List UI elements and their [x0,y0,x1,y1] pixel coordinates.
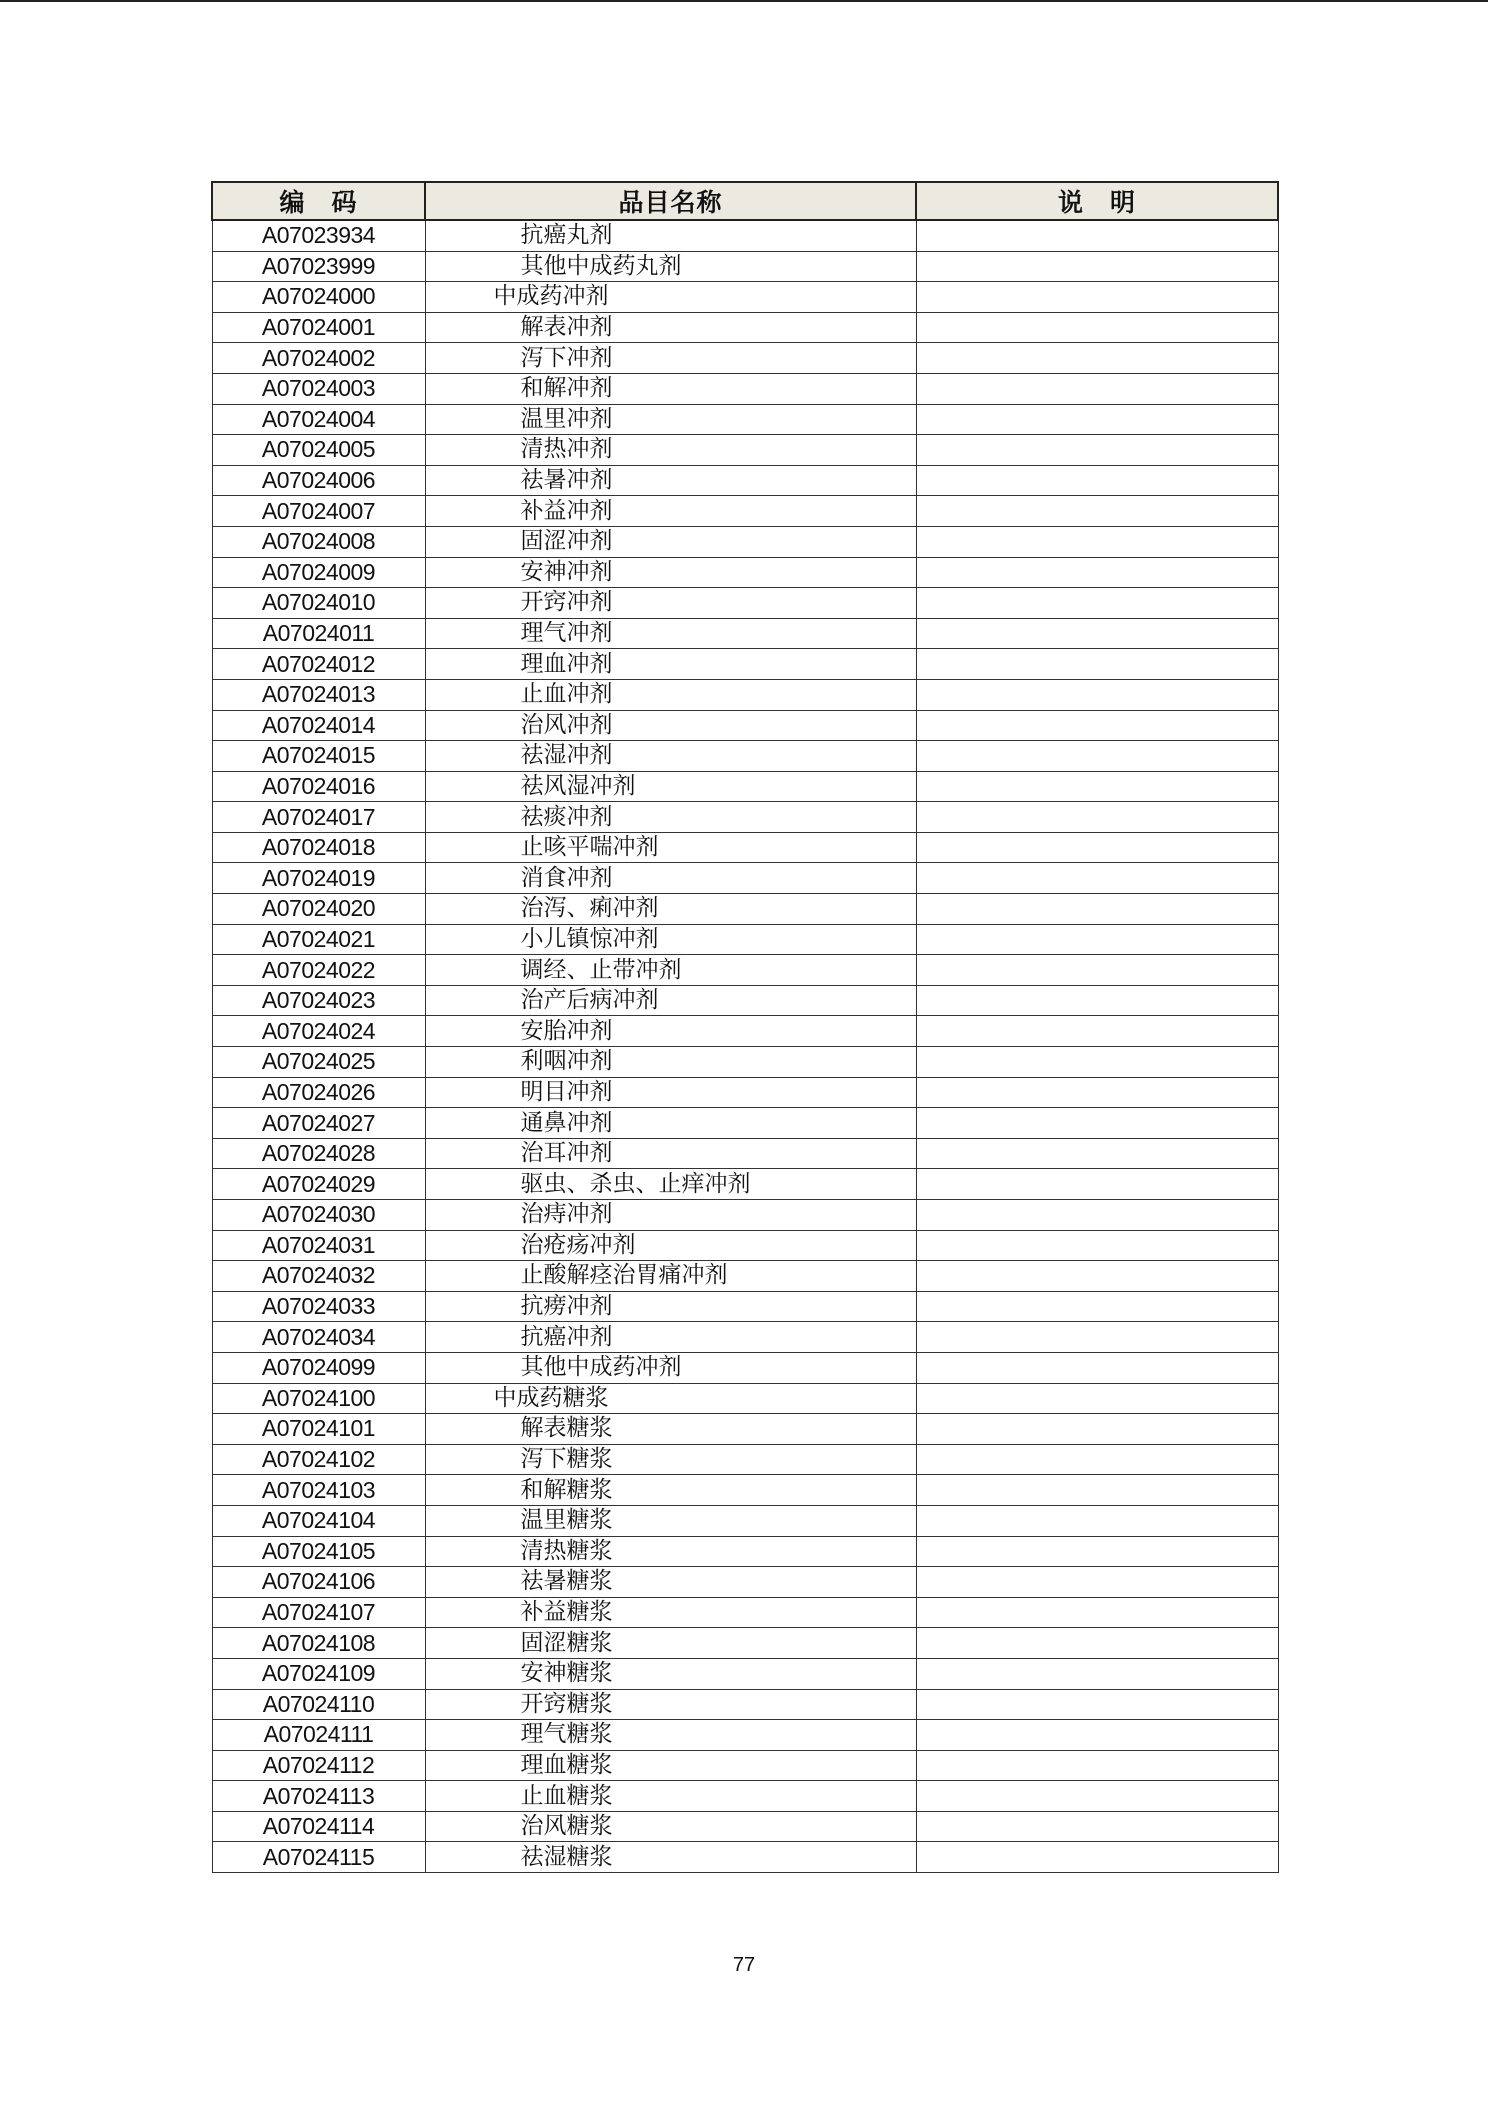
item-name-cell: 抗癌丸剂 [425,220,916,251]
item-name-cell: 解表冲剂 [425,312,916,343]
item-code-cell: A07024115 [212,1842,425,1873]
item-note-cell [916,1047,1278,1078]
item-name-cell: 治耳冲剂 [425,1138,916,1169]
table-row [212,1352,1278,1383]
item-name-cell: 开窍冲剂 [425,588,916,619]
item-note-cell [916,373,1278,404]
item-note-cell [916,1016,1278,1047]
item-code-cell: A07023999 [212,251,425,282]
item-name-cell: 治疮疡冲剂 [425,1230,916,1261]
item-code-cell: A07024007 [212,496,425,527]
item-name-cell: 利咽冲剂 [425,1047,916,1078]
item-note-cell [916,741,1278,772]
item-code-cell: A07024031 [212,1230,425,1261]
item-note-cell [916,618,1278,649]
table-row [212,1200,1278,1231]
item-note-cell [916,1567,1278,1598]
item-name-cell: 开窍糖浆 [425,1689,916,1720]
item-code-cell: A07024016 [212,771,425,802]
item-code-cell: A07024106 [212,1567,425,1598]
table-row [212,832,1278,863]
item-name-cell: 通鼻冲剂 [425,1108,916,1139]
item-name-cell: 理气冲剂 [425,618,916,649]
item-code-cell: A07024022 [212,955,425,986]
item-code-cell: A07024113 [212,1781,425,1812]
item-code-cell: A07024034 [212,1322,425,1353]
table-row [212,679,1278,710]
item-code-cell: A07024003 [212,373,425,404]
item-code-cell: A07024109 [212,1658,425,1689]
item-code-cell: A07024027 [212,1108,425,1139]
item-name-cell: 和解冲剂 [425,373,916,404]
item-note-cell [916,282,1278,313]
table-row [212,802,1278,833]
page-number: 77 [732,1954,756,1976]
table-row [212,1230,1278,1261]
item-code-cell: A07024114 [212,1811,425,1842]
item-code-cell: A07023934 [212,220,425,251]
item-name-cell: 治风糖浆 [425,1811,916,1842]
item-name-cell: 补益冲剂 [425,496,916,527]
item-code-cell: A07024021 [212,924,425,955]
item-code-cell: A07024020 [212,894,425,925]
item-note-cell [916,312,1278,343]
item-note-cell [916,1414,1278,1445]
item-name-cell: 治风冲剂 [425,710,916,741]
item-name-cell: 温里冲剂 [425,404,916,435]
item-note-cell [916,404,1278,435]
item-name-cell: 其他中成药丸剂 [425,251,916,282]
item-code-cell: A07024005 [212,435,425,466]
item-name-cell: 清热冲剂 [425,435,916,466]
table-body [212,220,1278,1873]
item-code-cell: A07024013 [212,679,425,710]
item-code-cell: A07024000 [212,282,425,313]
item-code-cell: A07024010 [212,588,425,619]
item-name-cell: 固涩冲剂 [425,526,916,557]
item-code-cell: A07024026 [212,1077,425,1108]
table-row [212,1138,1278,1169]
item-note-cell [916,1750,1278,1781]
item-code-cell: A07024099 [212,1352,425,1383]
item-code-cell: A07024100 [212,1383,425,1414]
item-name-cell: 止血糖浆 [425,1781,916,1812]
item-note-cell [916,894,1278,925]
catalog-table [211,181,1279,1873]
table-row [212,1169,1278,1200]
item-note-cell [916,526,1278,557]
item-code-cell: A07024012 [212,649,425,680]
item-note-cell [916,435,1278,466]
item-name-cell: 祛暑冲剂 [425,465,916,496]
item-note-cell [916,1200,1278,1231]
item-name-cell: 明目冲剂 [425,1077,916,1108]
table-row [212,1047,1278,1078]
item-code-cell: A07024006 [212,465,425,496]
item-note-cell [916,1536,1278,1567]
item-note-cell [916,1291,1278,1322]
item-note-cell [916,1108,1278,1139]
table-row [212,1842,1278,1873]
item-code-cell: A07024023 [212,985,425,1016]
item-name-cell: 小儿镇惊冲剂 [425,924,916,955]
item-name-cell: 祛湿冲剂 [425,741,916,772]
table-row [212,496,1278,527]
table-row [212,373,1278,404]
table-row [212,1689,1278,1720]
table-row [212,1505,1278,1536]
item-name-cell: 补益糖浆 [425,1597,916,1628]
item-note-cell [916,802,1278,833]
item-code-cell: A07024110 [212,1689,425,1720]
table-row [212,1322,1278,1353]
item-note-cell [916,771,1278,802]
table-row [212,1077,1278,1108]
table-row [212,435,1278,466]
item-name-cell: 固涩糖浆 [425,1628,916,1659]
item-note-cell [916,955,1278,986]
item-name-cell: 抗癌冲剂 [425,1322,916,1353]
table-row [212,710,1278,741]
item-name-cell: 祛风湿冲剂 [425,771,916,802]
item-note-cell [916,1720,1278,1751]
item-code-cell: A07024019 [212,863,425,894]
item-name-cell: 安神糖浆 [425,1658,916,1689]
item-note-cell [916,1628,1278,1659]
table-row [212,465,1278,496]
item-code-cell: A07024014 [212,710,425,741]
item-name-cell: 祛痰冲剂 [425,802,916,833]
item-code-cell: A07024017 [212,802,425,833]
item-note-cell [916,1505,1278,1536]
item-note-cell [916,1322,1278,1353]
item-code-cell: A07024024 [212,1016,425,1047]
item-note-cell [916,1077,1278,1108]
item-note-cell [916,710,1278,741]
item-name-cell: 解表糖浆 [425,1414,916,1445]
item-name-cell: 泻下糖浆 [425,1444,916,1475]
item-name-cell: 消食冲剂 [425,863,916,894]
item-code-cell: A07024002 [212,343,425,374]
item-code-cell: A07024011 [212,618,425,649]
header-code: 编 码 [212,182,425,220]
item-note-cell [916,1781,1278,1812]
table-row [212,985,1278,1016]
table-row [212,1444,1278,1475]
table-row [212,1108,1278,1139]
item-note-cell [916,220,1278,251]
table-row [212,1658,1278,1689]
item-name-cell: 止咳平喘冲剂 [425,832,916,863]
table-row [212,557,1278,588]
table-row [212,1261,1278,1292]
item-name-cell: 温里糖浆 [425,1505,916,1536]
item-code-cell: A07024025 [212,1047,425,1078]
item-code-cell: A07024111 [212,1720,425,1751]
table-row [212,312,1278,343]
item-note-cell [916,588,1278,619]
table-row [212,251,1278,282]
page-top-border [0,0,1488,2]
table-row [212,1536,1278,1567]
item-note-cell [916,1658,1278,1689]
item-code-cell: A07024015 [212,741,425,772]
item-note-cell [916,1475,1278,1506]
table-row [212,526,1278,557]
item-note-cell [916,1689,1278,1720]
item-code-cell: A07024009 [212,557,425,588]
table-header-row [212,182,1278,220]
item-name-cell: 祛暑糖浆 [425,1567,916,1598]
item-code-cell: A07024107 [212,1597,425,1628]
item-code-cell: A07024030 [212,1200,425,1231]
table-row [212,588,1278,619]
item-name-cell: 治产后病冲剂 [425,985,916,1016]
item-name-cell: 治泻、痢冲剂 [425,894,916,925]
item-note-cell [916,1597,1278,1628]
item-code-cell: A07024103 [212,1475,425,1506]
table-row [212,955,1278,986]
table-row [212,1016,1278,1047]
table-row [212,618,1278,649]
item-note-cell [916,1444,1278,1475]
table-row [212,404,1278,435]
item-name-cell: 止酸解痉治胃痛冲剂 [425,1261,916,1292]
item-code-cell: A07024029 [212,1169,425,1200]
item-note-cell [916,557,1278,588]
item-name-cell: 理血冲剂 [425,649,916,680]
item-note-cell [916,1383,1278,1414]
table-row [212,1811,1278,1842]
table-row [212,1414,1278,1445]
table-row [212,1750,1278,1781]
item-note-cell [916,251,1278,282]
item-code-cell: A07024104 [212,1505,425,1536]
item-note-cell [916,679,1278,710]
item-name-cell: 中成药糖浆 [425,1383,916,1414]
item-code-cell: A07024001 [212,312,425,343]
item-code-cell: A07024018 [212,832,425,863]
item-name-cell: 止血冲剂 [425,679,916,710]
table-row [212,282,1278,313]
item-note-cell [916,343,1278,374]
item-name-cell: 理血糖浆 [425,1750,916,1781]
item-note-cell [916,649,1278,680]
item-code-cell: A07024112 [212,1750,425,1781]
item-note-cell [916,496,1278,527]
table-row [212,1597,1278,1628]
item-note-cell [916,1230,1278,1261]
table-row [212,1567,1278,1598]
item-code-cell: A07024008 [212,526,425,557]
item-note-cell [916,1169,1278,1200]
item-name-cell: 清热糖浆 [425,1536,916,1567]
table-row [212,1781,1278,1812]
item-name-cell: 中成药冲剂 [425,282,916,313]
item-name-cell: 泻下冲剂 [425,343,916,374]
item-name-cell: 和解糖浆 [425,1475,916,1506]
header-name: 品目名称 [425,182,916,220]
item-code-cell: A07024102 [212,1444,425,1475]
item-name-cell: 抗痨冲剂 [425,1291,916,1322]
table-row [212,1291,1278,1322]
table-row [212,1383,1278,1414]
item-name-cell: 调经、止带冲剂 [425,955,916,986]
item-code-cell: A07024028 [212,1138,425,1169]
item-note-cell [916,863,1278,894]
item-name-cell: 治痔冲剂 [425,1200,916,1231]
table-row [212,220,1278,251]
item-note-cell [916,1842,1278,1873]
item-code-cell: A07024033 [212,1291,425,1322]
item-note-cell [916,985,1278,1016]
item-name-cell: 理气糖浆 [425,1720,916,1751]
table-row [212,649,1278,680]
table-row [212,894,1278,925]
item-name-cell: 安胎冲剂 [425,1016,916,1047]
item-code-cell: A07024105 [212,1536,425,1567]
table-row [212,343,1278,374]
item-note-cell [916,832,1278,863]
table-row [212,863,1278,894]
table-row [212,771,1278,802]
item-code-cell: A07024032 [212,1261,425,1292]
item-name-cell: 祛湿糖浆 [425,1842,916,1873]
item-note-cell [916,1811,1278,1842]
item-code-cell: A07024101 [212,1414,425,1445]
header-note: 说 明 [916,182,1278,220]
item-note-cell [916,1352,1278,1383]
item-note-cell [916,465,1278,496]
item-note-cell [916,924,1278,955]
item-name-cell: 其他中成药冲剂 [425,1352,916,1383]
table-row [212,1720,1278,1751]
item-name-cell: 安神冲剂 [425,557,916,588]
table-row [212,1475,1278,1506]
table-row [212,741,1278,772]
item-code-cell: A07024108 [212,1628,425,1659]
table-row [212,924,1278,955]
item-name-cell: 驱虫、杀虫、止痒冲剂 [425,1169,916,1200]
table-row [212,1628,1278,1659]
item-note-cell [916,1261,1278,1292]
item-code-cell: A07024004 [212,404,425,435]
item-note-cell [916,1138,1278,1169]
